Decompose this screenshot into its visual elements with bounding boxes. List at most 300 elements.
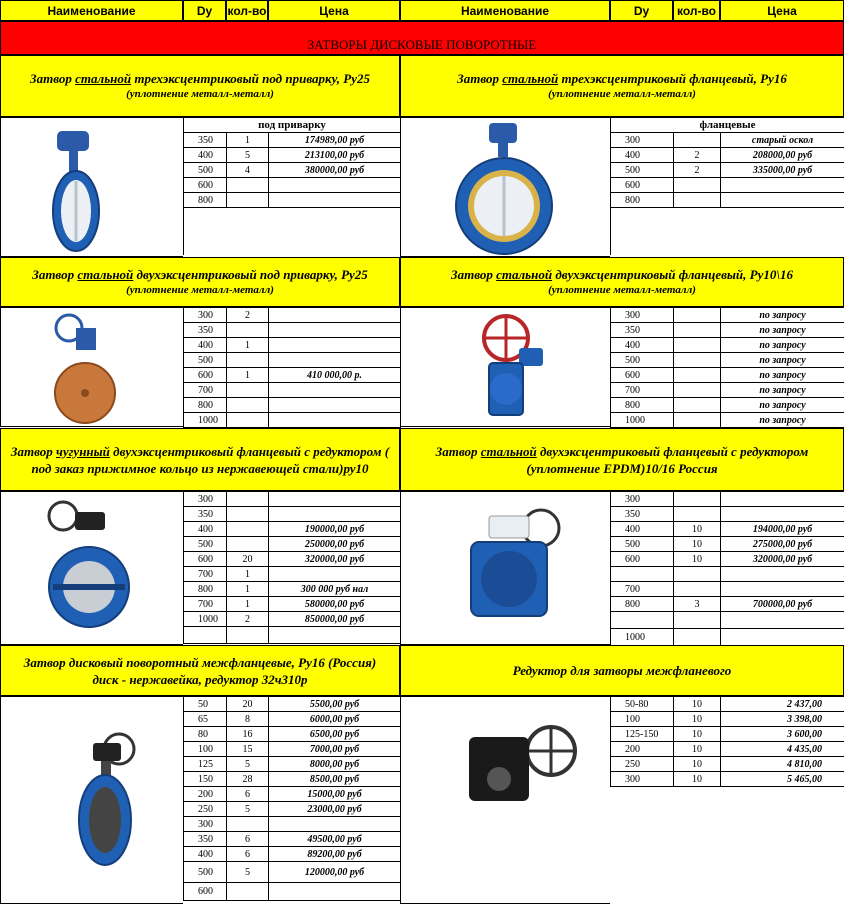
table-row bbox=[611, 338, 844, 353]
dy-cell: 350 bbox=[184, 323, 227, 338]
table-row bbox=[184, 338, 401, 353]
dy-cell: 800 bbox=[611, 193, 674, 208]
qty-cell: 3 bbox=[674, 597, 721, 612]
price-cell bbox=[269, 308, 401, 323]
price-cell bbox=[269, 817, 401, 832]
price-cell bbox=[269, 383, 401, 398]
table-caption: фланцевые bbox=[611, 118, 844, 133]
price-cell: по запросу bbox=[721, 353, 844, 368]
product-image bbox=[0, 117, 183, 257]
dy-cell: 700 bbox=[611, 383, 674, 398]
price-cell: 4 435,00 bbox=[721, 742, 844, 757]
dy-cell: 100 bbox=[611, 712, 674, 727]
table-row bbox=[184, 847, 401, 862]
table-row bbox=[184, 697, 401, 712]
dy-cell: 600 bbox=[611, 178, 674, 193]
dy-cell: 400 bbox=[184, 522, 227, 537]
dy-cell: 300 bbox=[184, 492, 227, 507]
qty-cell bbox=[674, 308, 721, 323]
qty-cell: 15 bbox=[227, 742, 269, 757]
price-cell bbox=[721, 507, 844, 522]
dy-cell: 300 bbox=[184, 308, 227, 323]
dy-cell bbox=[184, 627, 227, 644]
product-title: Затвор стальной двухэксцентриковый фланцевый, Ру10\16 (уплотнение металл-металл) bbox=[400, 257, 844, 307]
qty-cell bbox=[227, 537, 269, 552]
table-row bbox=[184, 597, 401, 612]
price-cell: 23000,00 руб bbox=[269, 802, 401, 817]
price-cell bbox=[269, 627, 401, 644]
qty-cell bbox=[227, 353, 269, 368]
header-name: Наименование bbox=[400, 0, 610, 21]
table-row bbox=[184, 627, 401, 644]
dy-cell: 200 bbox=[611, 742, 674, 757]
table-row bbox=[184, 413, 401, 428]
price-cell: 194000,00 руб bbox=[721, 522, 844, 537]
table-row bbox=[184, 398, 401, 413]
header-qty: кол-во bbox=[226, 0, 268, 21]
price-cell: 700000,00 руб bbox=[721, 597, 844, 612]
table-row bbox=[611, 552, 844, 567]
table-row bbox=[611, 772, 844, 787]
qty-cell bbox=[227, 193, 269, 208]
price-cell bbox=[269, 338, 401, 353]
table-row bbox=[184, 368, 401, 383]
dy-cell: 800 bbox=[184, 398, 227, 413]
dy-cell: 700 bbox=[611, 582, 674, 597]
section-banner: ЗАТВОРЫ ДИСКОВЫЕ ПОВОРОТНЫЕ bbox=[0, 21, 844, 55]
price-cell: 174989,00 руб bbox=[269, 133, 401, 148]
dy-cell: 600 bbox=[184, 552, 227, 567]
dy-cell: 150 bbox=[184, 772, 227, 787]
dy-cell: 400 bbox=[184, 847, 227, 862]
dy-cell: 700 bbox=[184, 383, 227, 398]
dy-cell: 700 bbox=[184, 597, 227, 612]
header-name: Наименование bbox=[0, 0, 183, 21]
qty-cell bbox=[674, 338, 721, 353]
price-cell: 208000,00 руб bbox=[721, 148, 844, 163]
dy-cell: 400 bbox=[611, 522, 674, 537]
dy-cell: 350 bbox=[184, 133, 227, 148]
dy-cell: 1000 bbox=[611, 413, 674, 428]
dy-cell: 600 bbox=[184, 178, 227, 193]
dy-cell: 125 bbox=[184, 757, 227, 772]
price-cell bbox=[721, 629, 844, 646]
table-row bbox=[611, 727, 844, 742]
gearbox-shape bbox=[57, 131, 89, 151]
product-title: Редуктор для затворы межфланевого bbox=[400, 645, 844, 696]
dy-cell: 600 bbox=[611, 552, 674, 567]
dy-cell: 400 bbox=[184, 148, 227, 163]
header-price: Цена bbox=[268, 0, 400, 21]
qty-cell: 10 bbox=[674, 552, 721, 567]
qty-cell: 6 bbox=[227, 847, 269, 862]
price-table bbox=[183, 491, 401, 644]
dy-cell: 600 bbox=[184, 368, 227, 383]
price-cell: по запросу bbox=[721, 413, 844, 428]
table-row bbox=[611, 208, 844, 255]
price-cell: 6500,00 руб bbox=[269, 727, 401, 742]
qty-cell: 20 bbox=[227, 697, 269, 712]
dy-cell: 300 bbox=[611, 133, 674, 148]
dy-cell: 250 bbox=[184, 802, 227, 817]
qty-cell bbox=[674, 178, 721, 193]
table-row bbox=[611, 353, 844, 368]
dy-cell: 400 bbox=[184, 338, 227, 353]
price-cell: 3 600,00 bbox=[721, 727, 844, 742]
table-row bbox=[184, 353, 401, 368]
handwheel-shape bbox=[49, 502, 77, 530]
table-row bbox=[611, 163, 844, 178]
table-row bbox=[611, 507, 844, 522]
table-row bbox=[611, 323, 844, 338]
price-cell bbox=[269, 883, 401, 901]
qty-cell: 1 bbox=[227, 368, 269, 383]
dy-cell: 800 bbox=[611, 597, 674, 612]
table-row bbox=[184, 522, 401, 537]
price-table bbox=[610, 117, 844, 255]
qty-cell: 10 bbox=[674, 757, 721, 772]
qty-cell bbox=[674, 567, 721, 582]
table-row bbox=[611, 597, 844, 612]
qty-cell: 8 bbox=[227, 712, 269, 727]
price-cell: 49500,00 руб bbox=[269, 832, 401, 847]
table-row bbox=[184, 552, 401, 567]
price-cell: 380000,00 руб bbox=[269, 163, 401, 178]
qty-cell bbox=[674, 612, 721, 629]
dy-cell: 400 bbox=[611, 148, 674, 163]
header-dy: Dy bbox=[610, 0, 673, 21]
price-cell: 275000,00 руб bbox=[721, 537, 844, 552]
price-cell bbox=[721, 178, 844, 193]
table-row bbox=[184, 308, 401, 323]
dy-cell: 500 bbox=[184, 163, 227, 178]
qty-cell: 10 bbox=[674, 727, 721, 742]
price-cell bbox=[269, 413, 401, 428]
table-row bbox=[611, 612, 844, 629]
qty-cell bbox=[674, 492, 721, 507]
table-row bbox=[611, 567, 844, 582]
dy-cell: 300 bbox=[611, 308, 674, 323]
table-row bbox=[611, 383, 844, 398]
price-cell bbox=[269, 398, 401, 413]
table-row bbox=[611, 757, 844, 772]
table-row bbox=[184, 567, 401, 582]
table-row bbox=[611, 492, 844, 507]
price-cell: 89200,00 руб bbox=[269, 847, 401, 862]
price-cell: 190000,00 руб bbox=[269, 522, 401, 537]
product-image bbox=[0, 307, 183, 427]
qty-cell bbox=[674, 368, 721, 383]
price-cell: 250000,00 руб bbox=[269, 537, 401, 552]
table-row bbox=[184, 832, 401, 847]
dy-cell: 100 bbox=[184, 742, 227, 757]
dy-cell: 800 bbox=[184, 193, 227, 208]
price-cell bbox=[269, 567, 401, 582]
dy-cell: 350 bbox=[611, 507, 674, 522]
table-row bbox=[184, 727, 401, 742]
price-table bbox=[183, 117, 401, 255]
table-row bbox=[611, 742, 844, 757]
dy-cell: 300 bbox=[611, 772, 674, 787]
product-title: Затвор стальной трехэксцентриковый фланцевый, Ру16 (уплотнение металл-металл) bbox=[400, 55, 844, 117]
price-cell: 15000,00 руб bbox=[269, 787, 401, 802]
qty-cell: 1 bbox=[227, 338, 269, 353]
table-row bbox=[184, 148, 401, 163]
qty-cell: 2 bbox=[227, 612, 269, 627]
table-row bbox=[184, 772, 401, 787]
qty-cell: 1 bbox=[227, 133, 269, 148]
price-cell: 320000,00 руб bbox=[269, 552, 401, 567]
qty-cell: 6 bbox=[227, 832, 269, 847]
price-cell: 335000,00 руб bbox=[721, 163, 844, 178]
dy-cell: 200 bbox=[184, 787, 227, 802]
table-row bbox=[611, 133, 844, 148]
table-row bbox=[611, 308, 844, 323]
price-cell bbox=[269, 507, 401, 522]
product-image bbox=[400, 307, 610, 427]
price-cell bbox=[721, 193, 844, 208]
table-row bbox=[611, 522, 844, 537]
table-row bbox=[184, 133, 401, 148]
price-table bbox=[610, 307, 844, 428]
qty-cell bbox=[227, 383, 269, 398]
dy-cell: 500 bbox=[184, 353, 227, 368]
qty-cell: 16 bbox=[227, 727, 269, 742]
header-qty: кол-во bbox=[673, 0, 720, 21]
dy-cell: 400 bbox=[611, 338, 674, 353]
table-row bbox=[611, 398, 844, 413]
table-row bbox=[184, 208, 401, 255]
table-row bbox=[611, 537, 844, 552]
table-row bbox=[184, 537, 401, 552]
table-row bbox=[184, 323, 401, 338]
qty-cell bbox=[227, 398, 269, 413]
price-cell: 4 810,00 bbox=[721, 757, 844, 772]
table-row bbox=[611, 629, 844, 646]
qty-cell bbox=[674, 398, 721, 413]
price-cell: 5500,00 руб bbox=[269, 697, 401, 712]
dy-cell bbox=[611, 567, 674, 582]
table-row bbox=[184, 612, 401, 627]
product-image bbox=[400, 696, 610, 904]
price-cell bbox=[721, 612, 844, 629]
price-table bbox=[183, 696, 401, 901]
dy-cell: 1000 bbox=[184, 612, 227, 627]
qty-cell: 5 bbox=[227, 802, 269, 817]
qty-cell: 10 bbox=[674, 537, 721, 552]
qty-cell: 1 bbox=[227, 597, 269, 612]
table-row bbox=[611, 178, 844, 193]
table-row bbox=[184, 193, 401, 208]
qty-cell: 10 bbox=[674, 697, 721, 712]
table-row bbox=[611, 582, 844, 597]
dy-cell: 80 bbox=[184, 727, 227, 742]
product-title: Затвор стальной трехэксцентриковый под приварку, Ру25 (уплотнение металл-металл) bbox=[0, 55, 400, 117]
qty-cell: 6 bbox=[227, 787, 269, 802]
header-dy: Dy bbox=[183, 0, 226, 21]
dy-cell: 125-150 bbox=[611, 727, 674, 742]
price-cell bbox=[269, 193, 401, 208]
table-row bbox=[611, 148, 844, 163]
price-cell: по запросу bbox=[721, 323, 844, 338]
table-row bbox=[184, 757, 401, 772]
dy-cell: 1000 bbox=[611, 629, 674, 646]
dy-cell: 250 bbox=[611, 757, 674, 772]
table-row bbox=[184, 582, 401, 597]
qty-cell bbox=[674, 507, 721, 522]
price-cell bbox=[269, 178, 401, 193]
qty-cell bbox=[674, 193, 721, 208]
empty-cell bbox=[184, 208, 401, 255]
price-cell: 3 398,00 bbox=[721, 712, 844, 727]
price-cell bbox=[721, 582, 844, 597]
price-cell: по запросу bbox=[721, 398, 844, 413]
dy-cell: 800 bbox=[184, 582, 227, 597]
qty-cell bbox=[674, 323, 721, 338]
qty-cell: 2 bbox=[674, 148, 721, 163]
table-row bbox=[184, 817, 401, 832]
qty-cell: 2 bbox=[674, 163, 721, 178]
qty-cell: 5 bbox=[227, 148, 269, 163]
price-cell: 5 465,00 bbox=[721, 772, 844, 787]
dy-cell: 300 bbox=[611, 492, 674, 507]
dy-cell bbox=[611, 612, 674, 629]
price-cell: 7000,00 руб bbox=[269, 742, 401, 757]
price-cell: 410 000,00 р. bbox=[269, 368, 401, 383]
table-row bbox=[184, 862, 401, 883]
qty-cell: 20 bbox=[227, 552, 269, 567]
dy-cell: 600 bbox=[184, 883, 227, 901]
price-table bbox=[610, 491, 844, 646]
dy-cell: 50-80 bbox=[611, 697, 674, 712]
qty-cell: 10 bbox=[674, 742, 721, 757]
qty-cell: 2 bbox=[227, 308, 269, 323]
product-image bbox=[400, 117, 610, 257]
price-table bbox=[610, 696, 844, 787]
price-cell: 120000,00 руб bbox=[269, 862, 401, 883]
price-cell: 580000,00 руб bbox=[269, 597, 401, 612]
price-table bbox=[183, 307, 401, 428]
qty-cell bbox=[227, 178, 269, 193]
product-title: Затвор дисковый поворотный межфланцевые, Ру16 (Россия) диск - нержавейка, редуктор 32ч310р bbox=[0, 645, 400, 696]
table-row bbox=[611, 697, 844, 712]
qty-cell: 28 bbox=[227, 772, 269, 787]
qty-cell bbox=[674, 353, 721, 368]
qty-cell bbox=[674, 582, 721, 597]
dy-cell: 350 bbox=[611, 323, 674, 338]
price-cell: по запросу bbox=[721, 308, 844, 323]
dy-cell: 350 bbox=[184, 832, 227, 847]
dy-cell: 500 bbox=[611, 353, 674, 368]
price-cell bbox=[721, 567, 844, 582]
qty-cell bbox=[674, 133, 721, 148]
price-cell: по запросу bbox=[721, 338, 844, 353]
qty-cell: 5 bbox=[227, 862, 269, 883]
table-row bbox=[611, 712, 844, 727]
table-row bbox=[184, 507, 401, 522]
table-row bbox=[184, 178, 401, 193]
qty-cell: 4 bbox=[227, 163, 269, 178]
table-row bbox=[184, 712, 401, 727]
product-title: Затвор стальной двухэксцентриковый под приварку, Ру25 (уплотнение металл-металл) bbox=[0, 257, 400, 307]
price-cell: 2 437,00 bbox=[721, 697, 844, 712]
product-image bbox=[0, 696, 183, 904]
header-price: Цена bbox=[720, 0, 844, 21]
table-row bbox=[611, 368, 844, 383]
qty-cell bbox=[227, 507, 269, 522]
price-cell bbox=[269, 353, 401, 368]
qty-cell bbox=[674, 413, 721, 428]
qty-cell: 1 bbox=[227, 567, 269, 582]
qty-cell bbox=[227, 522, 269, 537]
price-cell bbox=[269, 323, 401, 338]
qty-cell bbox=[227, 492, 269, 507]
price-cell: 320000,00 руб bbox=[721, 552, 844, 567]
table-row bbox=[184, 787, 401, 802]
dy-cell: 1000 bbox=[184, 413, 227, 428]
table-row bbox=[184, 163, 401, 178]
qty-cell: 10 bbox=[674, 772, 721, 787]
product-title: Затвор стальной двухэксцентриковый фланцевый с редуктором (уплотнение EPDM)10/16 Россия bbox=[400, 428, 844, 491]
qty-cell bbox=[674, 629, 721, 646]
product-image bbox=[0, 491, 183, 645]
table-row bbox=[184, 742, 401, 757]
price-cell: 6000,00 руб bbox=[269, 712, 401, 727]
qty-cell bbox=[227, 323, 269, 338]
qty-cell bbox=[227, 627, 269, 644]
price-cell bbox=[721, 492, 844, 507]
dy-cell: 50 bbox=[184, 697, 227, 712]
dy-cell: 500 bbox=[184, 862, 227, 883]
price-cell: 850000,00 руб bbox=[269, 612, 401, 627]
product-title: Затвор чугунный двухэксцентриковый фланцевый с редуктором ( под заказ прижимное кольцо из нержавеющей стали)ру10 bbox=[0, 428, 400, 491]
price-cell: по запросу bbox=[721, 368, 844, 383]
table-caption: под приварку bbox=[184, 118, 401, 133]
qty-cell bbox=[227, 883, 269, 901]
qty-cell bbox=[674, 383, 721, 398]
table-row bbox=[611, 193, 844, 208]
table-row bbox=[184, 883, 401, 901]
price-cell: старый оскол bbox=[721, 133, 844, 148]
dy-cell: 700 bbox=[184, 567, 227, 582]
qty-cell: 10 bbox=[674, 712, 721, 727]
dy-cell: 500 bbox=[611, 163, 674, 178]
dy-cell: 800 bbox=[611, 398, 674, 413]
price-cell: по запросу bbox=[721, 383, 844, 398]
dy-cell: 500 bbox=[611, 537, 674, 552]
dy-cell: 65 bbox=[184, 712, 227, 727]
table-row bbox=[184, 802, 401, 817]
dy-cell: 300 bbox=[184, 817, 227, 832]
price-cell: 8000,00 руб bbox=[269, 757, 401, 772]
table-row bbox=[184, 383, 401, 398]
qty-cell bbox=[227, 413, 269, 428]
price-cell: 300 000 руб нал bbox=[269, 582, 401, 597]
dy-cell: 350 bbox=[184, 507, 227, 522]
qty-cell bbox=[227, 817, 269, 832]
table-row bbox=[184, 492, 401, 507]
qty-cell: 10 bbox=[674, 522, 721, 537]
product-image bbox=[400, 491, 610, 645]
qty-cell: 1 bbox=[227, 582, 269, 597]
price-cell: 8500,00 руб bbox=[269, 772, 401, 787]
dy-cell: 600 bbox=[611, 368, 674, 383]
price-cell: 213100,00 руб bbox=[269, 148, 401, 163]
empty-cell bbox=[611, 208, 844, 255]
table-row bbox=[611, 413, 844, 428]
price-cell bbox=[269, 492, 401, 507]
dy-cell: 500 bbox=[184, 537, 227, 552]
